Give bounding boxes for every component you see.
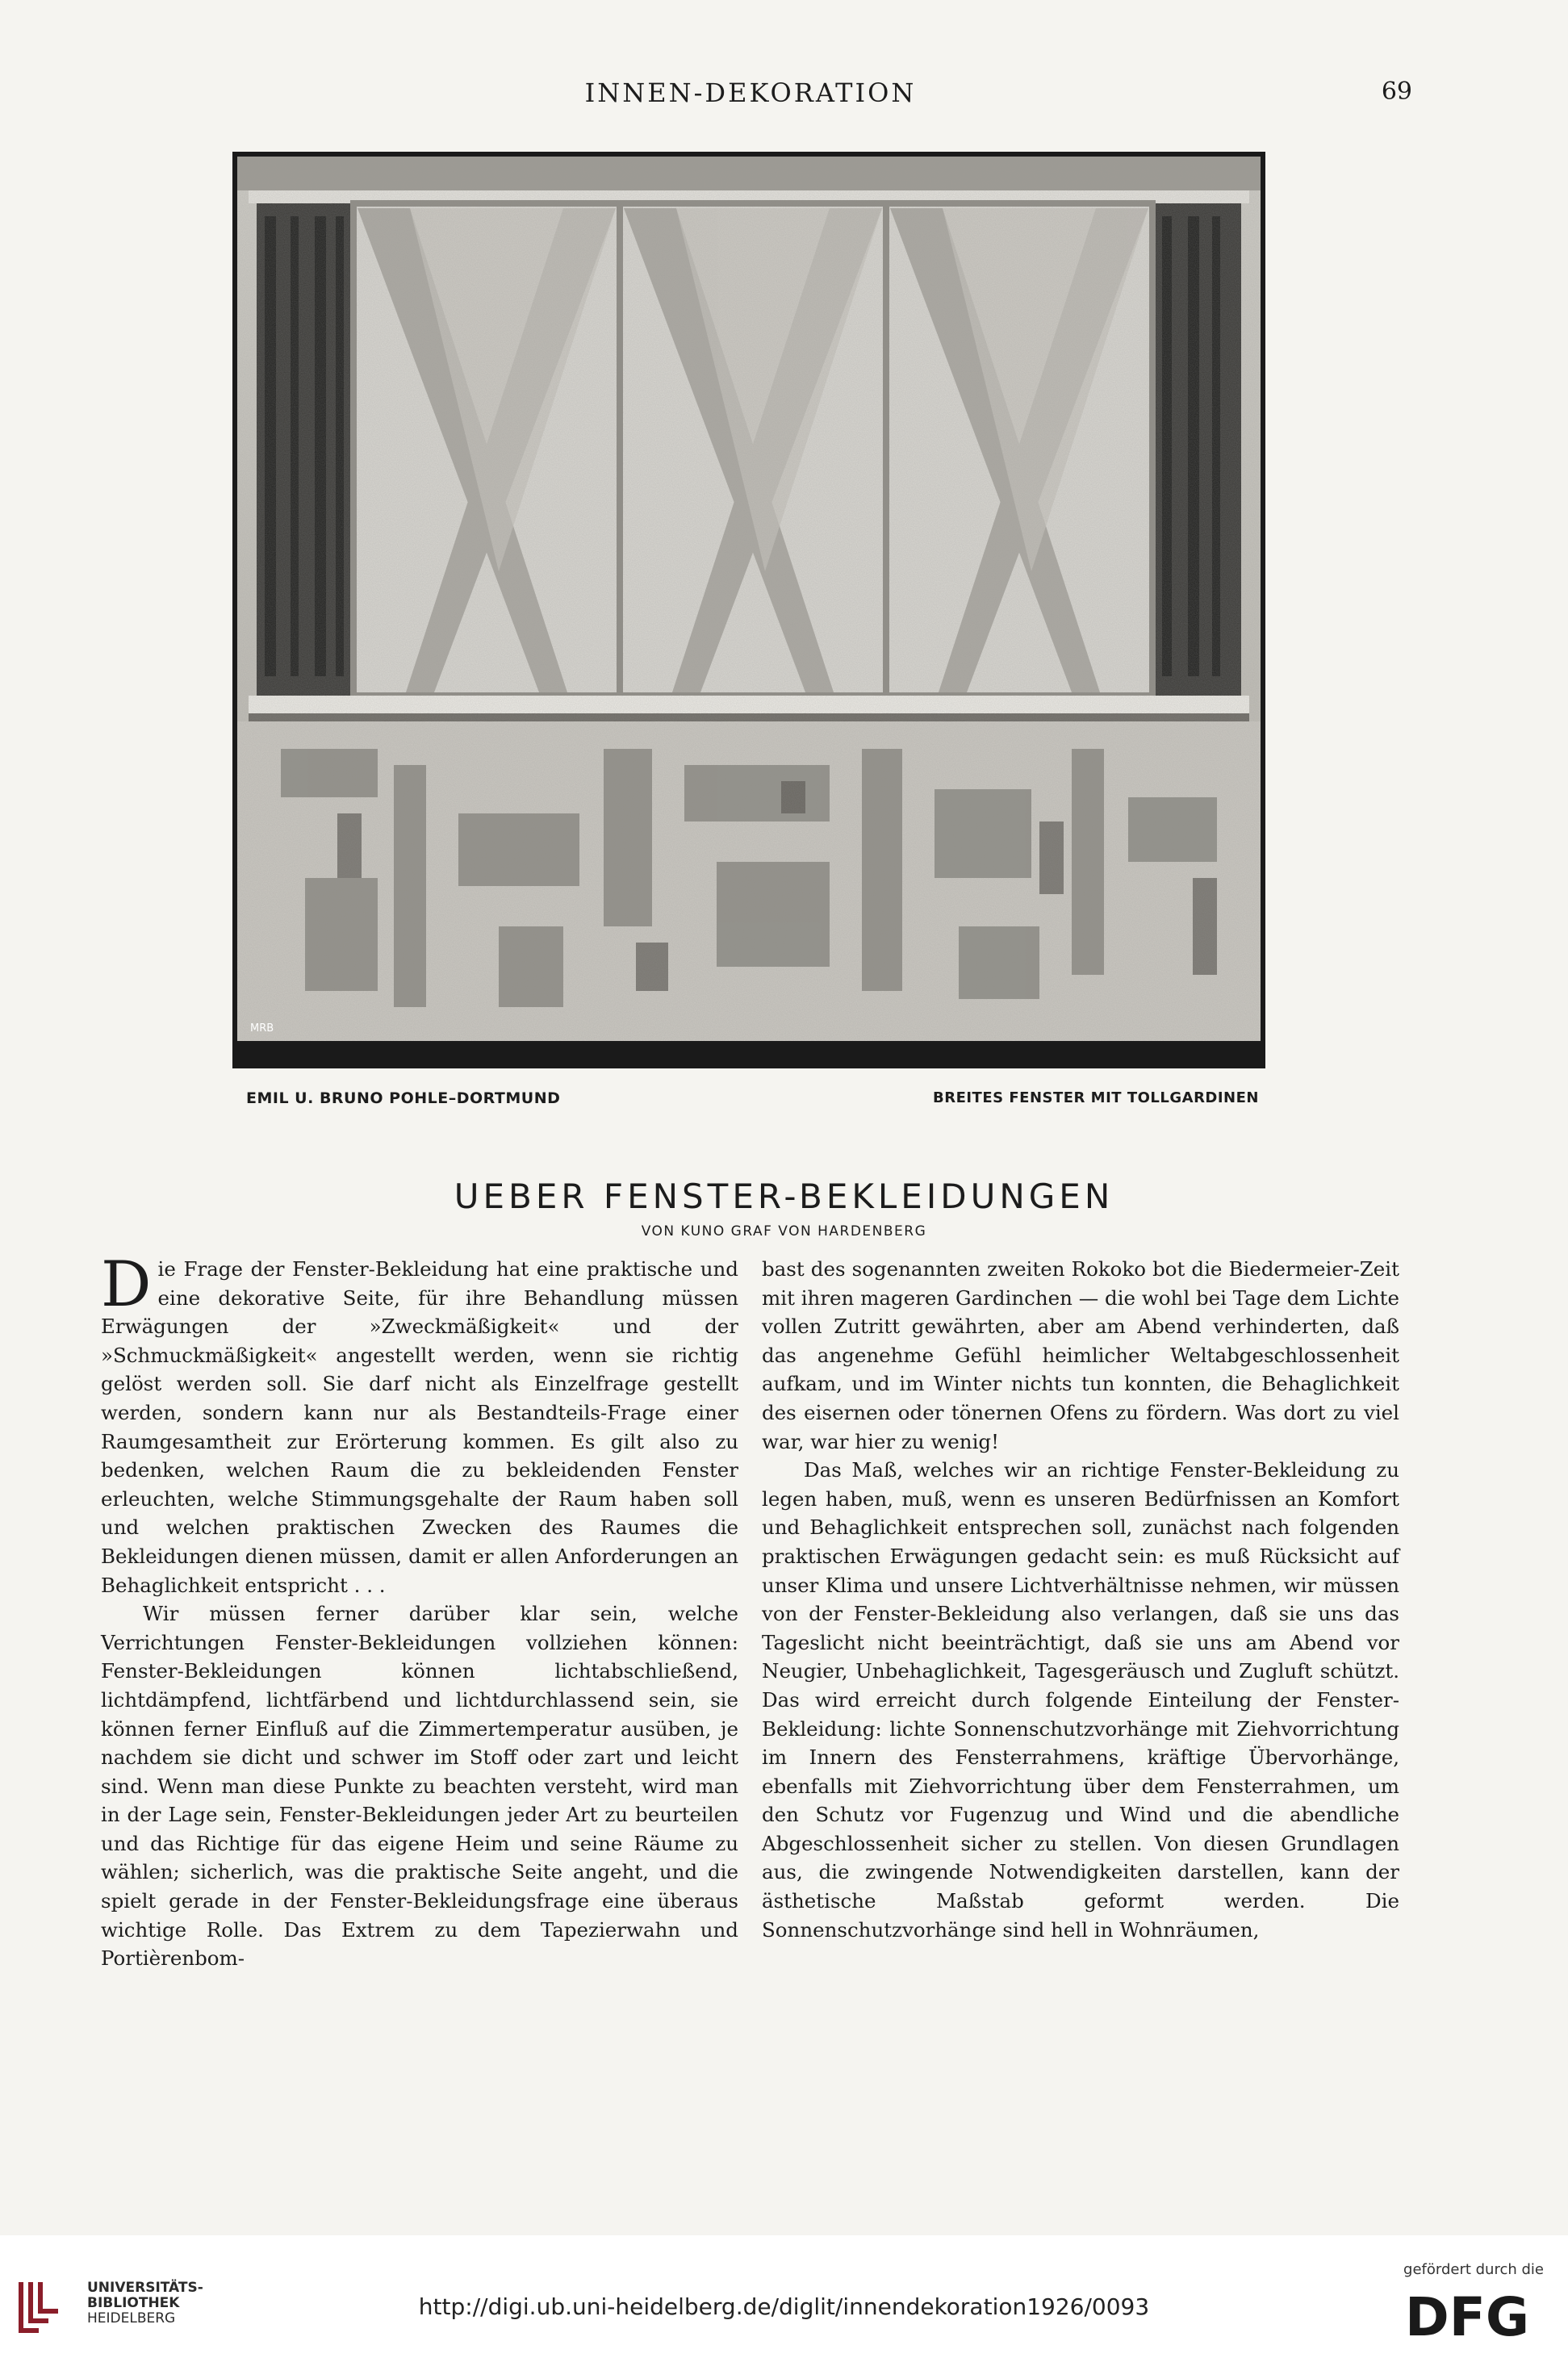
window-illustration	[232, 152, 1265, 1068]
paragraph: Wir müssen ferner darüber klar sein, welche Verrichtungen Fenster-Bekleidungen vollziehen können: Fenster-Bekleidungen können lichtabschließend, lichtdämpfend, lichtfärbend und lichtdurchlassend sein, sie können ferner Einfluß auf die Zimmertemperatur ausüben, je nachdem sie dicht und schwer im Stoff oder zart und leicht sind. Wenn man diese Punkte zu beachten versteht, wird man in der Lage sein, Fenster-Bekleidungen jeder Art zu beurteilen und das Richtige für das eigene Heim und seine Räume zu wählen; sicherlich, was die praktische Seite angeht, und die spielt gerade in der Fenster-Bekleidungsfrage eine überaus wichtige Rolle. Das Extrem zu dem Tapezierwahn und Portièrenbom-	[101, 1602, 738, 1971]
article-byline: VON KUNO GRAF VON HARDENBERG	[641, 1223, 927, 1240]
svg-text:DFG: DFG	[1404, 2286, 1530, 2343]
paragraph	[101, 1248, 738, 1599]
funding-note: gefördert durch die	[1403, 2261, 1544, 2278]
figure-caption-title: BREITES FENSTER MIT TOLLGARDINEN	[932, 1089, 1259, 1106]
paragraph: Das Maß, welches wir an richtige Fenster-Bekleidung zu legen haben, muß, wenn es unseren Bedürfnissen an Komfort und Behaglichkeit entsprechen soll, zunächst nach folgenden praktischen Erwägungen gedacht sein: es muß Rücksicht auf unser Klima und unsere Lichtverhältnisse nehmen, wir müssen von der Fenster-Bekleidung also verlangen, daß sie uns das Tageslicht nicht beeinträchtigt, daß sie uns am Abend vor Neugier, Unbehaglichkeit, Tagesgeräusch und Zugluft schützt. Das wird erreicht durch folgende Einteilung der Fenster-Bekleidung: lichte Sonnenschutzvorhänge mit Ziehvorrichtung im Innern des Fensterrahmens, kräftige Übervorhänge, ebenfalls mit Ziehvorrichtung über dem Fensterrahmen, um den Schutz vor Fugenzug und Wind und die abendliche Abgeschlossenheit sicher zu stellen. Von diesen Grundlagen aus, die zwingende Notwendigkeiten darstellen, kann der ästhetische Maßstab geformt werden. Die Sonnenschutzvorhänge sind hell in Wohnräumen,	[762, 1458, 1399, 1942]
digitization-footer	[0, 2235, 1568, 2362]
permalink-url[interactable]: http://digi.ub.uni-heidelberg.de/diglit/innendekoration1926/0093	[418, 2293, 1150, 2320]
page-number: 69	[1381, 77, 1412, 106]
text-column-left	[101, 1248, 738, 1973]
monogram: MRB	[250, 1022, 274, 1035]
library-name: UNIVERSITÄTS- BIBLIOTHEK HEIDELBERG	[87, 2280, 203, 2326]
running-title: INNEN-DEKORATION	[584, 77, 917, 108]
curtain-drawing	[232, 152, 1265, 1068]
figure-caption-artist: EMIL U. BRUNO POHLE–DORTMUND	[246, 1089, 561, 1107]
dfg-logo-icon	[1390, 2285, 1544, 2343]
article-title: UEBER FENSTER-BEKLEIDUNGEN	[454, 1177, 1114, 1216]
text-column-right	[762, 1255, 1399, 1944]
paragraph-text: ie Frage der Fenster-Bekleidung hat eine praktische und eine dekorative Seite, für ihre Behandlung müssen Erwägungen der »Zweckmäßigkeit« und der »Schmuckmäßigkeit« angestellt werden, wenn sie richtig gelöst werden soll. Sie darf nicht als Einzelfrage gestellt werden, sondern kann nur als Bestandteils-Frage einer Raumgesamtheit zur Erörterung kommen. Es gilt also zu bedenken, welchen Raum die zu bekleidenden Fenster erleuchten, welche Stimmungsgehalte der Raum haben soll und welchen praktischen Zwecken des Raumes die Bekleidungen dienen müssen, damit er allen Anforderungen an Behaglichkeit entspricht . . .	[101, 1257, 738, 1597]
paragraph: bast des sogenannten zweiten Rokoko bot die Biedermeier-Zeit mit ihren mageren Gardinchen — die wohl bei Tage dem Lichte vollen Zutritt gewährten, aber am Abend verhinderten, daß das angenehme Gefühl heimlicher Weltabgeschlossenheit aufkam, und im Winter nichts tun konnten, die Behaglichkeit des eisernen oder tönernen Ofens zu fördern. Was dort zu viel war, war hier zu wenig!	[762, 1257, 1399, 1453]
page-header	[0, 77, 1568, 118]
drop-cap: D	[101, 1248, 152, 1321]
